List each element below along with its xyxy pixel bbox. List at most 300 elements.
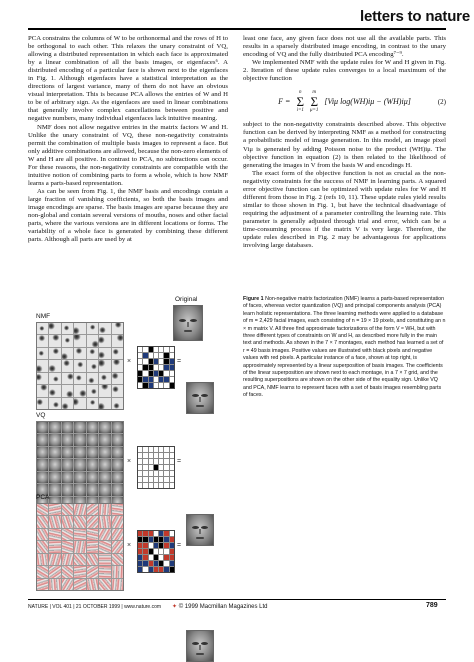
pca-coefficient-cell [164, 567, 168, 572]
pca-basis-image [87, 579, 98, 590]
nmf-basis-image [49, 348, 60, 359]
pca-coefficient-cell [164, 549, 168, 554]
vq-basis-image [62, 422, 73, 433]
pca-coefficient-cell [143, 537, 147, 542]
pca-coefficient-cell [159, 537, 163, 542]
vq-coefficient-cell [138, 483, 142, 488]
nmf-basis-image [62, 348, 73, 359]
nmf-basis-image [62, 323, 73, 334]
nmf-basis-image [49, 360, 60, 371]
vq-basis-image [49, 422, 60, 433]
caption-label: Figure 1 [243, 296, 264, 302]
pca-basis-image [62, 504, 73, 515]
nmf-basis-image [112, 323, 123, 334]
nmf-coefficient-cell [164, 377, 168, 382]
nmf-basis-image [74, 348, 85, 359]
nmf-basis-image [112, 335, 123, 346]
pca-coefficient-cell [154, 555, 158, 560]
vq-basis-image [37, 447, 48, 458]
pca-basis-image [99, 529, 110, 540]
label-nmf: NMF [36, 313, 51, 320]
pca-coefficient-cell [143, 567, 147, 572]
footer-copyright: ✦ © 1999 Macmillan Magazines Ltd [172, 604, 268, 610]
equals-sign: = [177, 458, 182, 465]
paragraph: The exact form of the objective function is not as crucial as the non-negativity constraints for the success of NMF in learning parts. A squared error objective function can be optimized with update rules for W and H different from those in Fig. 2 (refs 10, 11). These update rules yield results similar to those shown in Fig. 1, but have the technical disadvantage of requiring the adjustment of a parameter controlling the learning rate. This parameter is generally adjusted through trial and error, which can be a time-consuming process if the matrix V is very large. Therefore, the update rules described in Fig. 2 may be advantageous for applications involving large databases. [243, 169, 446, 250]
pca-coefficient-cell [143, 561, 147, 566]
nmf-coefficient-cell [149, 365, 153, 370]
vq-basis-image [62, 472, 73, 483]
pca-basis-image [49, 541, 60, 552]
footer-journal-info: NATURE | VOL 401 | 21 OCTOBER 1999 | www.nature.com [28, 604, 162, 610]
nmf-coefficient-cell [170, 347, 174, 352]
vq-coefficient-cell [164, 459, 168, 464]
nmf-basis-image [112, 348, 123, 359]
pca-coefficient-cell [164, 537, 168, 542]
equals-sign: = [177, 358, 182, 365]
nmf-basis-image [74, 398, 85, 409]
pca-basis-image [62, 541, 73, 552]
paragraph: As can be seen from Fig. 1, the NMF basis and encodings contain a large fraction of vanishing coefficients, so both the basis images and image encodings are sparse. The basis images are sparse because they are non-global and contain several versions of mouths, noses and other facial parts, where the various versions are in different locations or forms. The variability of a whole face is generated by combining these different parts. Although all parts are used by at [28, 187, 228, 244]
nmf-coefficient-cell [154, 353, 158, 358]
nmf-basis-image [99, 385, 110, 396]
pca-coefficient-cell [154, 537, 158, 542]
pca-basis-image [99, 554, 110, 565]
pca-coefficient-cell [164, 561, 168, 566]
vq-basis-image [112, 459, 123, 470]
pca-basis-image [74, 566, 85, 577]
pca-basis-image [87, 541, 98, 552]
pca-basis-image [112, 579, 123, 590]
nmf-coefficient-cell [149, 353, 153, 358]
nmf-coefficient-cell [138, 377, 142, 382]
nmf-basis-image [87, 360, 98, 371]
nmf-coefficient-cell [149, 383, 153, 388]
vq-basis-image [37, 472, 48, 483]
pca-basis-image [37, 579, 48, 590]
pca-basis-image [62, 566, 73, 577]
pca-basis-image [37, 554, 48, 565]
nmf-basis-image [37, 323, 48, 334]
equation-number: (2) [437, 98, 446, 107]
nmf-basis-image [49, 373, 60, 384]
vq-coefficient-cell [154, 471, 158, 476]
nmf-basis-image [37, 348, 48, 359]
pca-basis-image [99, 504, 110, 515]
nmf-coefficient-grid [137, 346, 175, 389]
vq-coefficient-cell [164, 471, 168, 476]
vq-basis-image [37, 434, 48, 445]
vq-coefficient-cell [143, 453, 147, 458]
nmf-basis-image [74, 335, 85, 346]
footer-rule [28, 599, 446, 600]
pca-coefficient-cell [154, 543, 158, 548]
vq-basis-image [99, 459, 110, 470]
nmf-basis-image [62, 335, 73, 346]
nmf-coefficient-cell [170, 371, 174, 376]
pca-coefficient-cell [154, 531, 158, 536]
paragraph: NMF does not allow negative entries in the matrix factors W and H. Unlike the unary constraint of VQ, these non-negativity constraints permit the combination of multiple basis images to represent a face. But only additive combinations are allowed, because the non-zero elements of W and H are all positive. In contrast to PCA, no subtractions can occur. For these reasons, the non-negativity constraints are compatible with the intuitive notion of combining parts to form a whole, which is how NMF learns a parts-based representation. [28, 123, 228, 187]
pca-coefficient-cell [143, 549, 147, 554]
pca-basis-montage [36, 503, 124, 591]
equation-body: [Viμ log(WH)iμ − (WH)iμ] [324, 97, 411, 107]
pca-basis-image [49, 504, 60, 515]
pca-coefficient-cell [170, 561, 174, 566]
paragraph: subject to the non-negativity constraints described above. This objective function can be derived by interpreting NMF as a method for constructing a probabilistic model of image generation. In this model, an image pixel Viμ is generated by adding Poisson noise to the product (WH)iμ. The objective function in equation (2) is then related to the likelihood of generating the images in V from the basis W and encodings H. [243, 121, 446, 169]
nmf-basis-image [49, 398, 60, 409]
pca-basis-image [74, 554, 85, 565]
original-face-image [173, 305, 203, 341]
pca-basis-image [87, 554, 98, 565]
pca-basis-image [62, 516, 73, 527]
vq-coefficient-cell [159, 447, 163, 452]
pca-coefficient-cell [143, 555, 147, 560]
pca-coefficient-cell [159, 531, 163, 536]
pca-basis-image [87, 529, 98, 540]
nmf-basis-image [62, 373, 73, 384]
vq-coefficient-cell [154, 447, 158, 452]
vq-coefficient-cell [143, 477, 147, 482]
pca-basis-image [99, 579, 110, 590]
pca-basis-image [74, 529, 85, 540]
equals-sign: = [177, 542, 182, 549]
vq-coefficient-cell [154, 483, 158, 488]
vq-coefficient-cell [159, 477, 163, 482]
label-vq: VQ [36, 412, 46, 419]
vq-coefficient-cell [138, 447, 142, 452]
nmf-coefficient-cell [143, 359, 147, 364]
vq-coefficient-cell [143, 459, 147, 464]
pca-basis-image [62, 579, 73, 590]
pca-coefficient-cell [143, 531, 147, 536]
pca-basis-image [37, 541, 48, 552]
vq-coefficient-cell [149, 447, 153, 452]
pca-coefficient-cell [138, 567, 142, 572]
vq-basis-image [74, 447, 85, 458]
pca-basis-image [112, 504, 123, 515]
nmf-basis-image [62, 385, 73, 396]
vq-basis-image [49, 434, 60, 445]
figure-caption [243, 296, 446, 400]
vq-coefficient-grid [137, 446, 175, 489]
vq-basis-image [74, 434, 85, 445]
vq-coefficient-cell [159, 465, 163, 470]
pca-basis-image [37, 529, 48, 540]
vq-basis-image [87, 422, 98, 433]
nmf-coefficient-cell [138, 365, 142, 370]
vq-coefficient-cell [138, 471, 142, 476]
pca-coefficient-cell [170, 555, 174, 560]
vq-coefficient-cell [143, 465, 147, 470]
vq-coefficient-cell [170, 483, 174, 488]
vq-basis-image [62, 459, 73, 470]
nmf-basis-image [99, 360, 110, 371]
nmf-basis-image [112, 398, 123, 409]
pca-coefficient-cell [159, 549, 163, 554]
vq-coefficient-cell [170, 477, 174, 482]
vq-basis-image [87, 472, 98, 483]
nmf-basis-image [74, 385, 85, 396]
vq-basis-image [49, 472, 60, 483]
label-original: Original [175, 296, 198, 303]
vq-basis-image [37, 422, 48, 433]
vq-basis-image [74, 422, 85, 433]
pca-coefficient-cell [170, 567, 174, 572]
nmf-coefficient-cell [164, 371, 168, 376]
nmf-basis-image [112, 373, 123, 384]
nmf-coefficient-cell [149, 359, 153, 364]
vq-coefficient-cell [149, 483, 153, 488]
pca-basis-image [49, 516, 60, 527]
nmf-coefficient-cell [159, 383, 163, 388]
nmf-basis-image [74, 360, 85, 371]
nmf-basis-image [37, 373, 48, 384]
vq-basis-image [99, 422, 110, 433]
nmf-basis-montage [36, 322, 124, 410]
journal-title: letters to nature [360, 8, 470, 25]
nmf-coefficient-cell [164, 365, 168, 370]
nmf-coefficient-cell [149, 371, 153, 376]
pca-coefficient-cell [164, 543, 168, 548]
pca-coefficient-grid [137, 530, 175, 573]
pca-basis-image [112, 541, 123, 552]
pca-basis-image [49, 566, 60, 577]
vq-basis-image [87, 447, 98, 458]
vq-coefficient-cell [170, 465, 174, 470]
pca-coefficient-cell [159, 543, 163, 548]
nmf-coefficient-cell [154, 377, 158, 382]
pca-coefficient-cell [149, 531, 153, 536]
nmf-basis-image [87, 348, 98, 359]
nmf-reconstruction-image [186, 382, 214, 414]
vq-basis-image [99, 447, 110, 458]
nmf-basis-image [62, 360, 73, 371]
vq-coefficient-cell [170, 453, 174, 458]
nmf-coefficient-cell [154, 359, 158, 364]
vq-coefficient-cell [138, 459, 142, 464]
vq-coefficient-cell [159, 453, 163, 458]
nmf-coefficient-cell [138, 353, 142, 358]
vq-basis-image [99, 472, 110, 483]
vq-basis-image [74, 472, 85, 483]
pca-coefficient-cell [170, 549, 174, 554]
vq-coefficient-cell [154, 465, 158, 470]
nmf-coefficient-cell [149, 347, 153, 352]
pca-coefficient-cell [149, 549, 153, 554]
pca-coefficient-cell [170, 537, 174, 542]
pca-basis-image [112, 554, 123, 565]
vq-reconstruction-image [186, 514, 214, 546]
nmf-coefficient-cell [138, 383, 142, 388]
pca-coefficient-cell [170, 543, 174, 548]
vq-coefficient-cell [149, 471, 153, 476]
pca-coefficient-cell [154, 561, 158, 566]
pca-coefficient-cell [138, 543, 142, 548]
vq-basis-image [87, 434, 98, 445]
nmf-basis-image [37, 360, 48, 371]
pca-basis-image [37, 516, 48, 527]
vq-basis-image [87, 484, 98, 495]
pca-basis-image [87, 566, 98, 577]
nmf-basis-image [87, 335, 98, 346]
times-sign: × [127, 542, 132, 549]
vq-basis-image [87, 459, 98, 470]
pca-basis-image [62, 554, 73, 565]
vq-coefficient-cell [149, 465, 153, 470]
sum-operator: n Σ i=1 [296, 90, 305, 114]
nmf-basis-image [37, 398, 48, 409]
pca-coefficient-cell [149, 537, 153, 542]
nmf-coefficient-cell [143, 365, 147, 370]
vq-coefficient-cell [149, 477, 153, 482]
sum-operator: m Σ μ=1 [310, 90, 319, 114]
vq-coefficient-cell [159, 483, 163, 488]
nmf-basis-image [37, 335, 48, 346]
vq-coefficient-cell [154, 453, 158, 458]
nmf-basis-image [49, 385, 60, 396]
pca-coefficient-cell [154, 567, 158, 572]
pca-basis-image [112, 529, 123, 540]
nmf-coefficient-cell [164, 347, 168, 352]
vq-basis-image [37, 459, 48, 470]
nmf-coefficient-cell [138, 371, 142, 376]
vq-coefficient-cell [170, 459, 174, 464]
pca-basis-image [74, 516, 85, 527]
vq-coefficient-cell [154, 477, 158, 482]
vq-basis-image [62, 484, 73, 495]
pca-coefficient-cell [170, 531, 174, 536]
nmf-coefficient-cell [154, 347, 158, 352]
nmf-coefficient-cell [159, 347, 163, 352]
vq-coefficient-cell [138, 465, 142, 470]
pca-basis-image [87, 516, 98, 527]
vq-basis-image [99, 434, 110, 445]
pca-coefficient-cell [138, 537, 142, 542]
nmf-basis-image [99, 348, 110, 359]
paragraph: least one face, any given face does not use all the available parts. This results in a sparsely distributed image encoding, in contrast to the unary encoding of VQ and the fully distributed PCA encoding⁷⁻⁹. [243, 35, 446, 59]
nmf-coefficient-cell [143, 371, 147, 376]
vq-basis-image [49, 484, 60, 495]
pca-basis-image [62, 529, 73, 540]
nmf-basis-image [112, 385, 123, 396]
right-text-column [243, 35, 446, 250]
nmf-basis-image [99, 335, 110, 346]
nmf-basis-image [62, 398, 73, 409]
times-sign: × [127, 458, 132, 465]
header-rule [28, 28, 446, 30]
pca-basis-image [87, 504, 98, 515]
pca-basis-image [74, 541, 85, 552]
pca-coefficient-cell [154, 549, 158, 554]
pca-basis-image [74, 579, 85, 590]
vq-coefficient-cell [164, 483, 168, 488]
nmf-coefficient-cell [154, 365, 158, 370]
nmf-coefficient-cell [164, 359, 168, 364]
label-pca: PCA [36, 494, 50, 501]
pca-basis-image [49, 554, 60, 565]
nmf-basis-image [37, 385, 48, 396]
paragraph: PCA constrains the columns of W to be orthonormal and the rows of H to be orthogonal to each other. This relaxes the unary constraint of VQ, allowing a distributed representation in which each face is approximated by a linear combination of all the basis images, or eigenfaces⁶. A distributed encoding of a particular face is shown next to the eigenfaces in Fig. 1. Although eigenfaces have a statistical interpretation as the directions of largest variance, many of them do not have an obvious visual interpretation. This is because PCA allows the entries of W and H to be of arbitrary sign. As the eigenfaces are used in linear combinations that generally involve complex cancellations between positive and negative numbers, many individual eigenfaces lack intuitive meaning. [28, 35, 228, 123]
vq-coefficient-cell [170, 471, 174, 476]
nmf-basis-image [99, 398, 110, 409]
nmf-coefficient-cell [159, 353, 163, 358]
pca-coefficient-cell [149, 561, 153, 566]
vq-coefficient-cell [159, 471, 163, 476]
nmf-coefficient-cell [159, 365, 163, 370]
pca-coefficient-cell [138, 561, 142, 566]
nmf-basis-image [112, 360, 123, 371]
vq-coefficient-cell [143, 483, 147, 488]
pca-basis-image [99, 516, 110, 527]
pca-coefficient-cell [164, 531, 168, 536]
nmf-basis-image [87, 385, 98, 396]
vq-coefficient-cell [164, 465, 168, 470]
pca-coefficient-cell [149, 567, 153, 572]
nmf-basis-image [99, 323, 110, 334]
vq-coefficient-cell [164, 447, 168, 452]
nmf-basis-image [87, 398, 98, 409]
vq-coefficient-cell [143, 471, 147, 476]
nmf-coefficient-cell [159, 359, 163, 364]
vq-coefficient-cell [170, 447, 174, 452]
pca-coefficient-cell [164, 555, 168, 560]
nmf-basis-image [99, 373, 110, 384]
caption-text: Non-negative matrix factorization (NMF) learns a parts-based representation of faces, whereas vector quantization (VQ) and principal components analysis (PCA) learn holistic representations. The three learning methods were applied to a database of m = 2,429 facial images, each consisting of n = 19 × 19 pixels, and constituting an n × m matrix V. All three find approximate factorizations of the form V ≈ WH, but with three different types of constraints on W and H, as described more fully in the main text and methods. As shown in the 7 × 7 montages, each method has learned a set of r = 49 basis images. Positive values are illustrated with black pixels and negative values with red pixels. A particular instance of a face, shown at top right, is approximately represented by a linear superposition of basis images. The coefficients of the linear superposition are shown next to each montage, in a 7 × 7 grid, and the resulting superpositions are shown on the other side of the equality sign. Unlike VQ and PCA, NMF learns to represent faces with a set of basis images resembling parts of faces. [243, 296, 446, 399]
vq-coefficient-cell [138, 477, 142, 482]
pca-basis-image [37, 504, 48, 515]
pca-basis-image [112, 566, 123, 577]
pca-reconstruction-image [186, 630, 214, 662]
nmf-coefficient-cell [143, 383, 147, 388]
nmf-coefficient-cell [170, 359, 174, 364]
nmf-coefficient-cell [154, 383, 158, 388]
pca-coefficient-cell [149, 543, 153, 548]
equation [243, 89, 446, 115]
vq-coefficient-cell [159, 459, 163, 464]
vq-basis-image [112, 434, 123, 445]
nmf-coefficient-cell [138, 347, 142, 352]
pca-coefficient-cell [159, 567, 163, 572]
vq-coefficient-cell [164, 477, 168, 482]
nmf-basis-image [74, 373, 85, 384]
nmf-coefficient-cell [149, 377, 153, 382]
vq-basis-image [74, 484, 85, 495]
nmf-coefficient-cell [159, 377, 163, 382]
nmf-coefficient-cell [138, 359, 142, 364]
left-text-column [28, 35, 228, 244]
publisher-logo-icon: ✦ [172, 604, 178, 610]
nmf-coefficient-cell [143, 347, 147, 352]
vq-basis-image [112, 422, 123, 433]
nmf-coefficient-cell [170, 353, 174, 358]
nmf-coefficient-cell [170, 383, 174, 388]
nmf-coefficient-cell [170, 365, 174, 370]
nmf-coefficient-cell [164, 353, 168, 358]
vq-basis-image [112, 447, 123, 458]
pca-basis-image [74, 504, 85, 515]
pca-basis-image [99, 566, 110, 577]
pca-coefficient-cell [159, 561, 163, 566]
nmf-basis-image [49, 335, 60, 346]
pca-basis-image [99, 541, 110, 552]
vq-basis-image [74, 459, 85, 470]
nmf-coefficient-cell [159, 371, 163, 376]
vq-coefficient-cell [149, 459, 153, 464]
nmf-coefficient-cell [170, 377, 174, 382]
nmf-basis-image [74, 323, 85, 334]
pca-coefficient-cell [138, 549, 142, 554]
paragraph: We implemented NMF with the update rules for W and H given in Fig. 2. Iteration of these update rules converges to a local maximum of the objective function [243, 59, 446, 83]
nmf-coefficient-cell [143, 353, 147, 358]
